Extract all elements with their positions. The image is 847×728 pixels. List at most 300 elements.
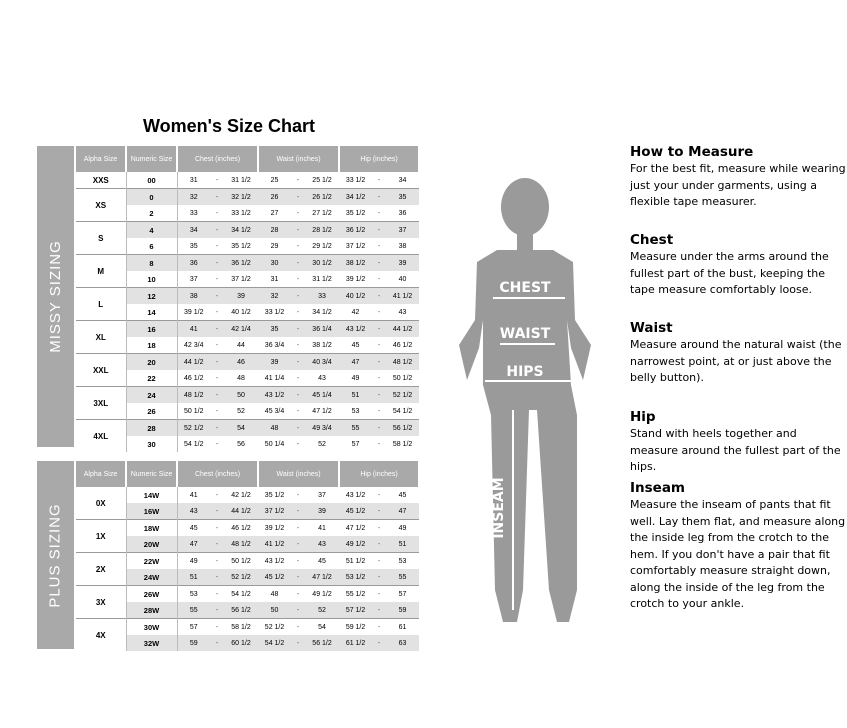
missy-sizing-label bbox=[37, 146, 74, 447]
range-dash: - bbox=[377, 341, 381, 349]
chest-max-cell: 60 1/2 bbox=[224, 635, 258, 651]
hip-min-cell: 49 bbox=[351, 374, 360, 382]
hip-min-cell: 36 1/2 bbox=[339, 222, 372, 239]
numeric-size-cell: 10 bbox=[126, 271, 177, 288]
range-dash: - bbox=[210, 189, 224, 206]
chest-max-cell: 56 1/2 bbox=[224, 602, 258, 619]
waist-min-cell: 39 1/2 bbox=[258, 520, 291, 537]
chest-max-cell: 50 bbox=[224, 387, 258, 404]
header-waist: Waist (inches) bbox=[258, 461, 339, 487]
header-numeric-size: Numeric Size bbox=[126, 461, 177, 487]
alpha-size-cell: XXL bbox=[76, 354, 126, 387]
range-dash: - bbox=[372, 420, 386, 437]
chest-min-cell: 48 1/2 bbox=[177, 387, 210, 404]
chest-max-cell: 39 bbox=[224, 288, 258, 305]
hip-min-cell: 51 1/2 bbox=[339, 553, 372, 570]
chest-min-cell: 41 bbox=[177, 321, 210, 338]
range-dash: - bbox=[215, 176, 219, 184]
range-dash: - bbox=[210, 619, 224, 636]
hip-max-cell: 56 1/2 bbox=[386, 420, 419, 437]
numeric-size-cell: 00 bbox=[126, 172, 177, 189]
range-dash: - bbox=[372, 288, 386, 305]
header-waist: Waist (inches) bbox=[258, 146, 339, 172]
numeric-size-cell: 16W bbox=[126, 503, 177, 520]
alpha-size-cell: L bbox=[76, 288, 126, 321]
alpha-size-cell: 1X bbox=[76, 520, 126, 553]
table-row bbox=[76, 271, 419, 288]
range-dash: - bbox=[372, 635, 386, 651]
waist-min-cell: 54 1/2 bbox=[258, 635, 291, 651]
range-dash: - bbox=[296, 209, 300, 217]
header-alpha-size: Alpha Size bbox=[76, 461, 126, 487]
hip-min-cell: 47 bbox=[339, 354, 372, 371]
chest-max-cell: 48 bbox=[237, 374, 245, 382]
table-row bbox=[76, 586, 419, 603]
hip-heading: Hip bbox=[630, 409, 656, 425]
chest-max-cell: 31 1/2 bbox=[231, 176, 251, 184]
hip-max-cell: 51 bbox=[386, 536, 419, 553]
alpha-size-cell: S bbox=[76, 222, 126, 255]
range-dash: - bbox=[296, 176, 300, 184]
numeric-size-cell: 30W bbox=[126, 619, 177, 636]
range-dash: - bbox=[291, 255, 305, 272]
table-row bbox=[76, 536, 419, 553]
range-dash: - bbox=[377, 275, 381, 283]
waist-max-cell: 31 1/2 bbox=[312, 275, 332, 283]
hip-min-cell: 55 bbox=[339, 420, 372, 437]
waist-max-cell: 56 1/2 bbox=[305, 635, 339, 651]
range-dash: - bbox=[210, 602, 224, 619]
range-dash: - bbox=[377, 440, 381, 448]
table-row bbox=[76, 635, 419, 651]
hip-max-cell: 34 bbox=[398, 176, 407, 184]
range-dash: - bbox=[296, 242, 300, 250]
range-dash: - bbox=[210, 520, 224, 537]
range-dash: - bbox=[372, 321, 386, 338]
range-dash: - bbox=[372, 255, 386, 272]
alpha-size-cell: 3X bbox=[76, 586, 126, 619]
numeric-size-cell: 20W bbox=[126, 536, 177, 553]
table-row bbox=[76, 222, 419, 239]
waist-max-cell: 54 bbox=[305, 619, 339, 636]
hip-max-cell: 40 bbox=[398, 275, 407, 283]
header-hip: Hip (inches) bbox=[339, 461, 419, 487]
inseam-heading: Inseam bbox=[630, 480, 686, 496]
numeric-size-cell: 28W bbox=[126, 602, 177, 619]
hip-max-cell: 50 1/2 bbox=[392, 374, 413, 382]
hip-min-cell: 53 1/2 bbox=[339, 569, 372, 586]
hip-max-cell: 59 bbox=[386, 602, 419, 619]
range-dash: - bbox=[215, 407, 219, 415]
waist-max-cell: 43 bbox=[305, 536, 339, 553]
range-dash: - bbox=[372, 354, 386, 371]
waist-min-cell: 36 3/4 bbox=[264, 341, 285, 349]
range-dash: - bbox=[291, 222, 305, 239]
waist-max-cell: 47 1/2 bbox=[305, 569, 339, 586]
range-dash: - bbox=[377, 374, 381, 382]
chest-max-cell: 46 1/2 bbox=[224, 520, 258, 537]
hip-max-cell: 54 1/2 bbox=[392, 407, 413, 415]
table-row bbox=[76, 503, 419, 520]
waist-min-cell: 48 bbox=[258, 586, 291, 603]
hip-max-cell: 35 bbox=[386, 189, 419, 206]
chest-max-cell: 33 1/2 bbox=[231, 209, 251, 217]
range-dash: - bbox=[377, 209, 381, 217]
chest-min-cell: 50 1/2 bbox=[184, 407, 204, 415]
table-row bbox=[76, 487, 419, 503]
waist-max-cell: 28 1/2 bbox=[305, 222, 339, 239]
range-dash: - bbox=[377, 407, 381, 415]
table-row bbox=[76, 619, 419, 636]
range-dash: - bbox=[291, 321, 305, 338]
chest-min-cell: 41 bbox=[189, 491, 198, 499]
chest-max-cell: 32 1/2 bbox=[224, 189, 258, 206]
table-row bbox=[76, 602, 419, 619]
range-dash: - bbox=[215, 341, 219, 349]
range-dash: - bbox=[291, 553, 305, 570]
chest-max-cell: 48 1/2 bbox=[224, 536, 258, 553]
range-dash: - bbox=[377, 176, 381, 184]
range-dash: - bbox=[291, 288, 305, 305]
hip-min-cell: 35 1/2 bbox=[345, 209, 366, 217]
chest-label: CHEST bbox=[499, 280, 551, 296]
range-dash: - bbox=[210, 635, 224, 651]
numeric-size-cell: 8 bbox=[126, 255, 177, 272]
inseam-label: INSEAM bbox=[491, 477, 507, 539]
hip-max-cell: 38 bbox=[398, 242, 407, 250]
range-dash: - bbox=[291, 602, 305, 619]
alpha-size-cell: XL bbox=[76, 321, 126, 354]
range-dash: - bbox=[291, 354, 305, 371]
chest-max-cell: 54 1/2 bbox=[224, 586, 258, 603]
hip-max-cell: 61 bbox=[386, 619, 419, 636]
range-dash: - bbox=[291, 189, 305, 206]
chest-min-cell: 35 bbox=[189, 242, 198, 250]
hip-min-cell: 37 1/2 bbox=[345, 242, 366, 250]
chest-max-cell: 36 1/2 bbox=[224, 255, 258, 272]
waist-max-cell: 45 1/4 bbox=[305, 387, 339, 404]
waist-heading: Waist bbox=[630, 320, 673, 336]
chest-max-cell: 42 1/4 bbox=[224, 321, 258, 338]
chest-min-cell: 39 1/2 bbox=[184, 308, 204, 316]
range-dash: - bbox=[372, 503, 386, 520]
range-dash: - bbox=[215, 275, 219, 283]
waist-max-cell: 43 bbox=[318, 374, 326, 382]
waist-max-cell: 26 1/2 bbox=[305, 189, 339, 206]
range-dash: - bbox=[210, 569, 224, 586]
hip-max-cell: 44 1/2 bbox=[386, 321, 419, 338]
missy-header-row bbox=[76, 146, 419, 172]
numeric-size-cell: 12 bbox=[126, 288, 177, 305]
chest-max-cell: 40 1/2 bbox=[231, 308, 251, 316]
missy-sizing-text: MISSY SIZING bbox=[47, 240, 65, 353]
range-dash: - bbox=[377, 242, 381, 250]
waist-min-cell: 45 1/2 bbox=[258, 569, 291, 586]
table-row bbox=[76, 205, 419, 222]
hips-label: HIPS bbox=[506, 364, 544, 380]
numeric-size-cell: 20 bbox=[126, 354, 177, 371]
table-row bbox=[76, 553, 419, 570]
range-dash: - bbox=[296, 275, 300, 283]
range-dash: - bbox=[291, 635, 305, 651]
range-dash: - bbox=[210, 222, 224, 239]
header-alpha-size: Alpha Size bbox=[76, 146, 126, 172]
numeric-size-cell: 22W bbox=[126, 553, 177, 570]
hip-min-cell: 51 bbox=[339, 387, 372, 404]
chest-min-cell: 37 bbox=[189, 275, 198, 283]
waist-min-cell: 26 bbox=[258, 189, 291, 206]
waist-min-cell: 31 bbox=[270, 275, 279, 283]
waist-max-cell: 52 bbox=[305, 602, 339, 619]
hip-max-cell: 43 bbox=[398, 308, 407, 316]
range-dash: - bbox=[210, 536, 224, 553]
hip-min-cell: 61 1/2 bbox=[339, 635, 372, 651]
range-dash: - bbox=[291, 586, 305, 603]
range-dash: - bbox=[210, 553, 224, 570]
numeric-size-cell: 26W bbox=[126, 586, 177, 603]
hip-max-cell: 63 bbox=[386, 635, 419, 651]
waist-min-cell: 32 bbox=[258, 288, 291, 305]
chest-max-cell: 52 bbox=[237, 407, 245, 415]
header-hip: Hip (inches) bbox=[339, 146, 419, 172]
waist-max-cell: 38 1/2 bbox=[312, 341, 332, 349]
numeric-size-cell: 24 bbox=[126, 387, 177, 404]
waist-min-cell: 25 bbox=[270, 176, 279, 184]
alpha-size-cell: 4XL bbox=[76, 420, 126, 453]
range-dash: - bbox=[372, 222, 386, 239]
range-dash: - bbox=[372, 387, 386, 404]
chest-max-cell: 50 1/2 bbox=[224, 553, 258, 570]
chest-min-cell: 46 1/2 bbox=[184, 374, 204, 382]
waist-min-cell: 50 1/4 bbox=[264, 440, 285, 448]
how-to-measure-heading: How to Measure bbox=[630, 144, 754, 160]
hip-min-cell: 43 1/2 bbox=[339, 321, 372, 338]
figure-body bbox=[459, 250, 591, 622]
chart-title: Women's Size Chart bbox=[143, 116, 315, 136]
waist-min-cell: 43 1/2 bbox=[258, 553, 291, 570]
header-chest: Chest (inches) bbox=[177, 146, 258, 172]
waist-max-cell: 30 1/2 bbox=[305, 255, 339, 272]
table-row bbox=[76, 321, 419, 338]
range-dash: - bbox=[291, 420, 305, 437]
numeric-size-cell: 32W bbox=[126, 635, 177, 651]
chest-min-cell: 31 bbox=[189, 176, 198, 184]
alpha-size-cell: 4X bbox=[76, 619, 126, 652]
waist-max-cell: 49 3/4 bbox=[305, 420, 339, 437]
waist-min-cell: 35 bbox=[258, 321, 291, 338]
hip-min-cell: 39 1/2 bbox=[345, 275, 366, 283]
waist-max-cell: 45 bbox=[305, 553, 339, 570]
numeric-size-cell: 18 bbox=[126, 337, 177, 354]
hip-max-cell: 36 bbox=[398, 209, 407, 217]
plus-size-table bbox=[76, 461, 420, 651]
table-row bbox=[76, 238, 419, 255]
range-dash: - bbox=[210, 387, 224, 404]
alpha-size-cell: 3XL bbox=[76, 387, 126, 420]
waist-max-cell: 33 bbox=[305, 288, 339, 305]
hip-max-cell: 47 bbox=[386, 503, 419, 520]
chest-min-cell: 47 bbox=[177, 536, 210, 553]
numeric-size-cell: 14 bbox=[126, 304, 177, 321]
table-row bbox=[76, 569, 419, 586]
figure-head bbox=[501, 178, 549, 236]
range-dash: - bbox=[215, 440, 219, 448]
waist-min-cell: 37 1/2 bbox=[258, 503, 291, 520]
waist-min-cell: 43 1/2 bbox=[258, 387, 291, 404]
chest-min-cell: 53 bbox=[177, 586, 210, 603]
chest-max-cell: 58 1/2 bbox=[224, 619, 258, 636]
hip-max-cell: 48 1/2 bbox=[386, 354, 419, 371]
inseam-section bbox=[630, 480, 847, 613]
how-to-measure-section bbox=[630, 144, 847, 211]
alpha-size-cell: 0X bbox=[76, 487, 126, 520]
table-row bbox=[76, 420, 419, 437]
chest-min-cell: 54 1/2 bbox=[184, 440, 204, 448]
waist-min-cell: 28 bbox=[258, 222, 291, 239]
chest-max-cell: 44 1/2 bbox=[224, 503, 258, 520]
waist-max-cell: 36 1/4 bbox=[305, 321, 339, 338]
hip-max-cell: 49 bbox=[386, 520, 419, 537]
plus-sizing-label bbox=[37, 461, 74, 649]
range-dash: - bbox=[372, 520, 386, 537]
chest-min-cell: 33 bbox=[189, 209, 198, 217]
chest-min-cell: 59 bbox=[177, 635, 210, 651]
waist-section bbox=[630, 320, 847, 387]
chest-max-cell: 52 1/2 bbox=[224, 569, 258, 586]
range-dash: - bbox=[215, 242, 219, 250]
body-silhouette bbox=[425, 170, 597, 630]
chest-max-cell: 44 bbox=[237, 341, 245, 349]
range-dash: - bbox=[296, 308, 300, 316]
hip-min-cell: 59 1/2 bbox=[339, 619, 372, 636]
range-dash: - bbox=[210, 503, 224, 520]
hip-min-cell: 43 1/2 bbox=[345, 491, 366, 499]
waist-min-cell: 29 bbox=[270, 242, 279, 250]
chest-min-cell: 52 1/2 bbox=[177, 420, 210, 437]
table-row bbox=[76, 304, 419, 321]
waist-max-cell: 49 1/2 bbox=[305, 586, 339, 603]
hip-min-cell: 53 bbox=[351, 407, 360, 415]
chest-min-cell: 42 3/4 bbox=[184, 341, 204, 349]
chest-min-cell: 32 bbox=[177, 189, 210, 206]
numeric-size-cell: 30 bbox=[126, 436, 177, 452]
range-dash: - bbox=[296, 440, 300, 448]
numeric-size-cell: 2 bbox=[126, 205, 177, 222]
table-row bbox=[76, 403, 419, 420]
hip-max-cell: 52 1/2 bbox=[386, 387, 419, 404]
hip-max-cell: 55 bbox=[386, 569, 419, 586]
waist-min-cell: 35 1/2 bbox=[264, 491, 285, 499]
table-row bbox=[76, 387, 419, 404]
range-dash: - bbox=[372, 602, 386, 619]
waist-min-cell: 48 bbox=[258, 420, 291, 437]
hip-max-cell: 46 1/2 bbox=[392, 341, 413, 349]
chest-max-cell: 35 1/2 bbox=[231, 242, 251, 250]
hip-max-cell: 39 bbox=[386, 255, 419, 272]
hip-min-cell: 33 1/2 bbox=[345, 176, 366, 184]
hip-max-cell: 58 1/2 bbox=[392, 440, 413, 448]
waist-max-cell: 52 bbox=[318, 440, 326, 448]
range-dash: - bbox=[215, 374, 219, 382]
range-dash: - bbox=[215, 209, 219, 217]
numeric-size-cell: 14W bbox=[126, 487, 177, 503]
hip-min-cell: 42 bbox=[351, 308, 360, 316]
alpha-size-cell: XXS bbox=[76, 172, 126, 189]
hip-min-cell: 45 bbox=[351, 341, 360, 349]
table-row bbox=[76, 189, 419, 206]
numeric-size-cell: 26 bbox=[126, 403, 177, 420]
chest-min-cell: 44 1/2 bbox=[177, 354, 210, 371]
numeric-size-cell: 24W bbox=[126, 569, 177, 586]
waist-min-cell: 50 bbox=[258, 602, 291, 619]
waist-max-cell: 47 1/2 bbox=[312, 407, 332, 415]
range-dash: - bbox=[210, 321, 224, 338]
numeric-size-cell: 6 bbox=[126, 238, 177, 255]
range-dash: - bbox=[372, 586, 386, 603]
alpha-size-cell: XS bbox=[76, 189, 126, 222]
hip-section bbox=[630, 409, 847, 476]
chest-min-cell: 43 bbox=[177, 503, 210, 520]
range-dash: - bbox=[210, 288, 224, 305]
numeric-size-cell: 18W bbox=[126, 520, 177, 537]
hip-min-cell: 40 1/2 bbox=[339, 288, 372, 305]
hip-max-cell: 37 bbox=[386, 222, 419, 239]
chest-min-cell: 45 bbox=[177, 520, 210, 537]
chest-heading: Chest bbox=[630, 232, 674, 248]
plus-sizing-text: PLUS SIZING bbox=[47, 502, 65, 608]
waist-max-cell: 41 bbox=[305, 520, 339, 537]
alpha-size-cell: 2X bbox=[76, 553, 126, 586]
hip-min-cell: 38 1/2 bbox=[339, 255, 372, 272]
hip-min-cell: 47 1/2 bbox=[339, 520, 372, 537]
table-row bbox=[76, 172, 419, 189]
waist-label: WAIST bbox=[499, 326, 551, 342]
chest-min-cell: 57 bbox=[177, 619, 210, 636]
header-numeric-size: Numeric Size bbox=[126, 146, 177, 172]
chest-section bbox=[630, 232, 847, 299]
chest-min-cell: 49 bbox=[177, 553, 210, 570]
chest-max-cell: 46 bbox=[224, 354, 258, 371]
range-dash: - bbox=[291, 619, 305, 636]
range-dash: - bbox=[291, 520, 305, 537]
table-row bbox=[76, 370, 419, 387]
chest-max-cell: 56 bbox=[237, 440, 245, 448]
waist-min-cell: 41 1/2 bbox=[258, 536, 291, 553]
missy-size-table bbox=[76, 146, 420, 452]
numeric-size-cell: 0 bbox=[126, 189, 177, 206]
chest-max-cell: 54 bbox=[224, 420, 258, 437]
numeric-size-cell: 16 bbox=[126, 321, 177, 338]
hip-min-cell: 55 1/2 bbox=[339, 586, 372, 603]
chest-max-cell: 37 1/2 bbox=[231, 275, 251, 283]
waist-min-cell: 52 1/2 bbox=[258, 619, 291, 636]
range-dash: - bbox=[215, 308, 219, 316]
hip-max-cell: 41 1/2 bbox=[386, 288, 419, 305]
waist-max-cell: 29 1/2 bbox=[312, 242, 332, 250]
table-row bbox=[76, 337, 419, 354]
waist-text: Measure around the natural waist (the narrowest point, at or just above the belly button). bbox=[630, 338, 842, 384]
range-dash: - bbox=[210, 255, 224, 272]
range-dash: - bbox=[215, 491, 219, 499]
hip-min-cell: 45 1/2 bbox=[339, 503, 372, 520]
chest-min-cell: 51 bbox=[177, 569, 210, 586]
chest-max-cell: 42 1/2 bbox=[231, 491, 251, 499]
hip-min-cell: 34 1/2 bbox=[339, 189, 372, 206]
range-dash: - bbox=[372, 569, 386, 586]
chest-max-cell: 34 1/2 bbox=[224, 222, 258, 239]
range-dash: - bbox=[372, 536, 386, 553]
table-row bbox=[76, 255, 419, 272]
